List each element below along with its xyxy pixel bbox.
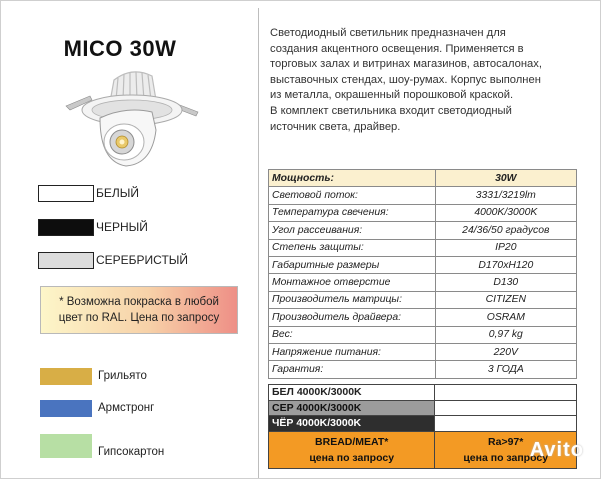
spec-key: Габаритные размеры [269,256,436,273]
option-row-white[interactable] [269,385,577,401]
option-row-gray[interactable] [269,400,577,416]
description-line: Светодиодный светильник предназначен для [270,27,506,39]
spec-row [269,187,577,204]
ceiling-drywall[interactable] [40,432,164,458]
lamp-image [56,66,206,170]
spec-row [269,274,577,291]
description-line: торговых залах и витринах магазинов, автосалонах, [270,58,542,71]
bread-meat-cell[interactable] [269,431,435,468]
color-label-white: БЕЛЫЙ [96,186,140,200]
product-title: MICO 30W [63,36,177,61]
spec-value: 3331/3219lm [435,187,576,204]
spec-key: Вес: [269,326,436,343]
spec-key: Напряжение питания: [269,343,436,360]
option-row-black[interactable] [269,416,577,432]
description-line: создания акцентного освещения. Применяется в [270,42,524,55]
spec-value: 220V [435,343,576,360]
ral-note-line2: цвет по RAL. Цена по запросу [58,312,220,324]
spec-key: Мощность: [269,170,436,187]
spec-row [269,256,577,273]
product-description [270,26,590,135]
spec-value: 0,97 kg [435,326,576,343]
ral-note-line1: * Возможна покраска в любой [59,296,219,308]
spec-key: Монтажное отверстие [269,274,436,291]
spec-value: IP20 [435,239,576,256]
color-label-silver: СЕРЕБРИСТЫЙ [96,253,189,267]
spec-value: 4000K/3000K [435,204,576,221]
spec-key: Производитель матрицы: [269,291,436,308]
avito-watermark: Avito [529,439,584,461]
spec-key: Температура свечения: [269,204,436,221]
spec-row [269,326,577,343]
color-option-white[interactable] [38,184,139,202]
color-option-silver[interactable] [38,251,188,269]
drywall-swatch [40,434,92,458]
spec-row [269,170,577,187]
silver-swatch [38,252,94,269]
spec-value: CITIZEN [435,291,576,308]
spec-key: Световой поток: [269,187,436,204]
spec-row [269,361,577,378]
spec-row [269,239,577,256]
color-option-black[interactable] [38,218,148,236]
ceiling-grilyato[interactable] [40,367,147,385]
description-line: источник света, драйвер. [270,120,401,133]
spec-key: Угол рассеивания: [269,222,436,239]
spec-table [268,169,577,379]
spec-value: 24/36/50 градусов [435,222,576,239]
option-label: БЕЛ 4000K/3000K [269,385,435,401]
spec-row [269,343,577,360]
option-price [435,385,577,401]
spec-key: Производитель драйвера: [269,309,436,326]
spec-value: D130 [435,274,576,291]
spec-row [269,291,577,308]
ceiling-label-drywall: Гипсокартон [98,446,165,458]
spec-row [269,204,577,221]
spec-row [269,222,577,239]
option-price [435,400,577,416]
description-line: из металла, окрашенный порошковой краской. [270,89,514,102]
spec-value: 3 ГОДА [435,361,576,378]
bread-meat-price: цена по запросу [309,451,395,464]
description-line: В комплект светильника входит светодиодный [270,104,512,117]
spec-key: Степень защиты: [269,239,436,256]
spec-value: OSRAM [435,309,576,326]
column-divider [258,8,259,478]
black-swatch [38,219,94,236]
spec-row [269,309,577,326]
ceiling-label-armstrong: Армстронг [98,402,155,414]
spec-key: Гарантия: [269,361,436,378]
ceiling-label-grilyato: Грильято [98,370,147,382]
spec-value: 30W [435,170,576,187]
option-label: ЧЁР 4000K/3000K [269,416,435,432]
ral-note [40,286,238,334]
bread-meat-title: BREAD/MEAT* [315,435,389,448]
ra97-title: Ra>97* [488,435,524,448]
option-price [435,416,577,432]
description-line: выставочных стендах, шоу-румах. Корпус выполнен [270,73,541,86]
option-label: СЕР 4000K/3000K [269,400,435,416]
grilyato-swatch [40,368,92,385]
armstrong-swatch [40,400,92,417]
ra97-price: цена по запросу [463,451,549,464]
ceiling-armstrong[interactable] [40,399,154,417]
spec-value: D170xH120 [435,256,576,273]
color-label-black: ЧЕРНЫЙ [96,220,148,234]
white-swatch [38,185,94,202]
